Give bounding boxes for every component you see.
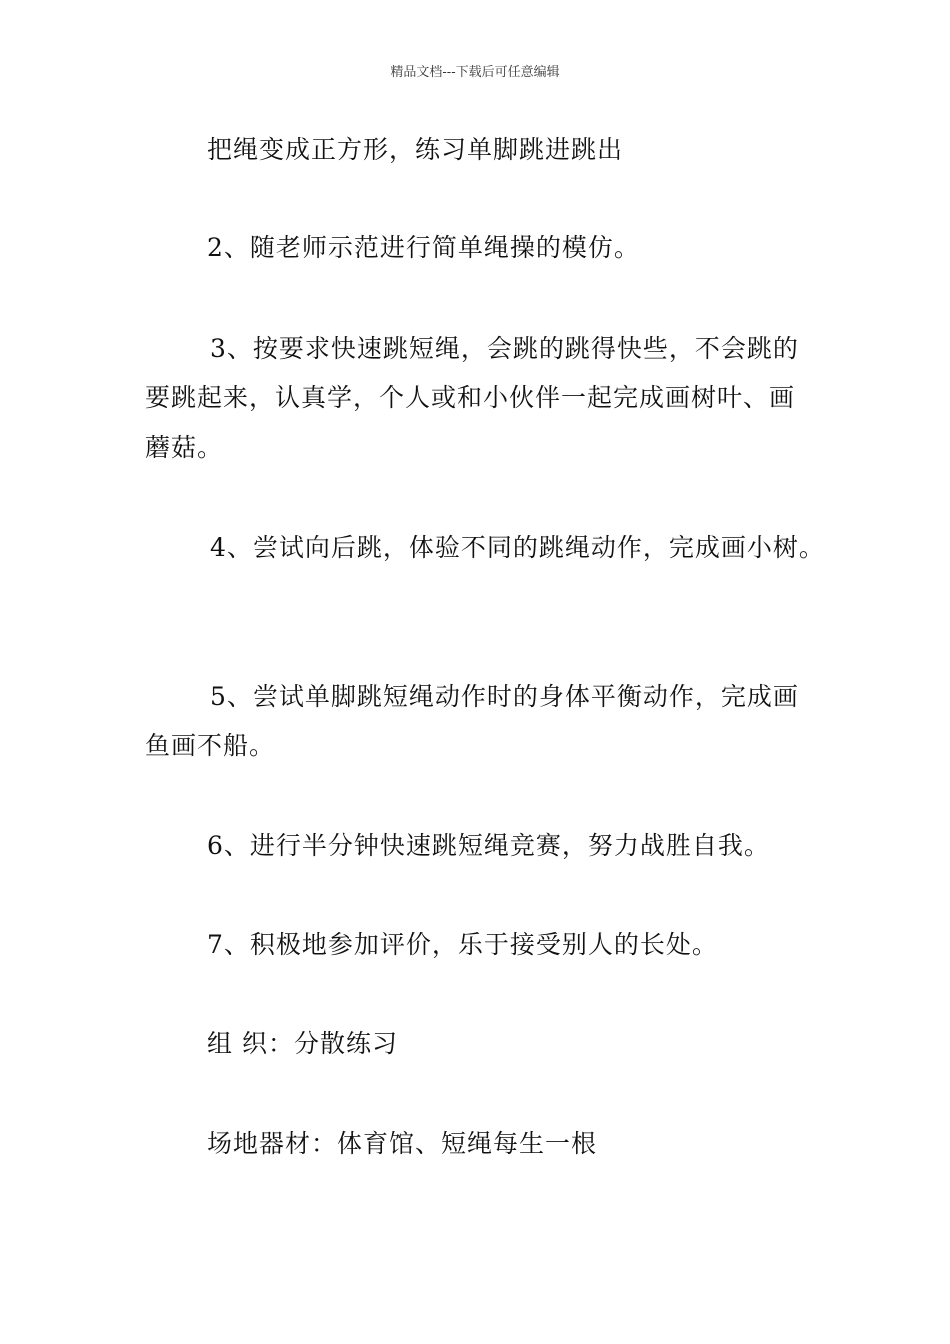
paragraph-6-line-1: 6、进行半分钟快速跳短绳竞赛，努力战胜自我。 [207, 831, 770, 860]
paragraph-3-line-1: 3、按要求快速跳短绳，会跳的跳得快些，不会跳的 [210, 334, 799, 363]
page-header: 精品文档---下载后可任意编辑 [390, 65, 560, 80]
paragraph-3-line-2: 要跳起来，认真学，个人或和小伙伴一起完成画树叶、画 [145, 383, 796, 412]
paragraph-1-line-1: 把绳变成正方形，练习单脚跳进跳出 [207, 135, 624, 164]
paragraph-5-line-1: 5、尝试单脚跳短绳动作时的身体平衡动作，完成画 [210, 682, 799, 711]
paragraph-2-line-1: 2、随老师示范进行简单绳操的模仿。 [207, 233, 640, 262]
paragraph-4-line-1: 4、尝试向后跳，体验不同的跳绳动作，完成画小树。 [210, 533, 825, 562]
paragraph-5-line-2: 鱼画不船。 [145, 731, 276, 760]
paragraph-9-line-1: 场地器材：体育馆、短绳每生一根 [207, 1129, 598, 1158]
paragraph-7-line-1: 7、积极地参加评价，乐于接受别人的长处。 [207, 930, 718, 959]
paragraph-3-line-3: 蘑菇。 [145, 433, 224, 462]
paragraph-8-line-1: 组 织：分散练习 [207, 1029, 398, 1058]
